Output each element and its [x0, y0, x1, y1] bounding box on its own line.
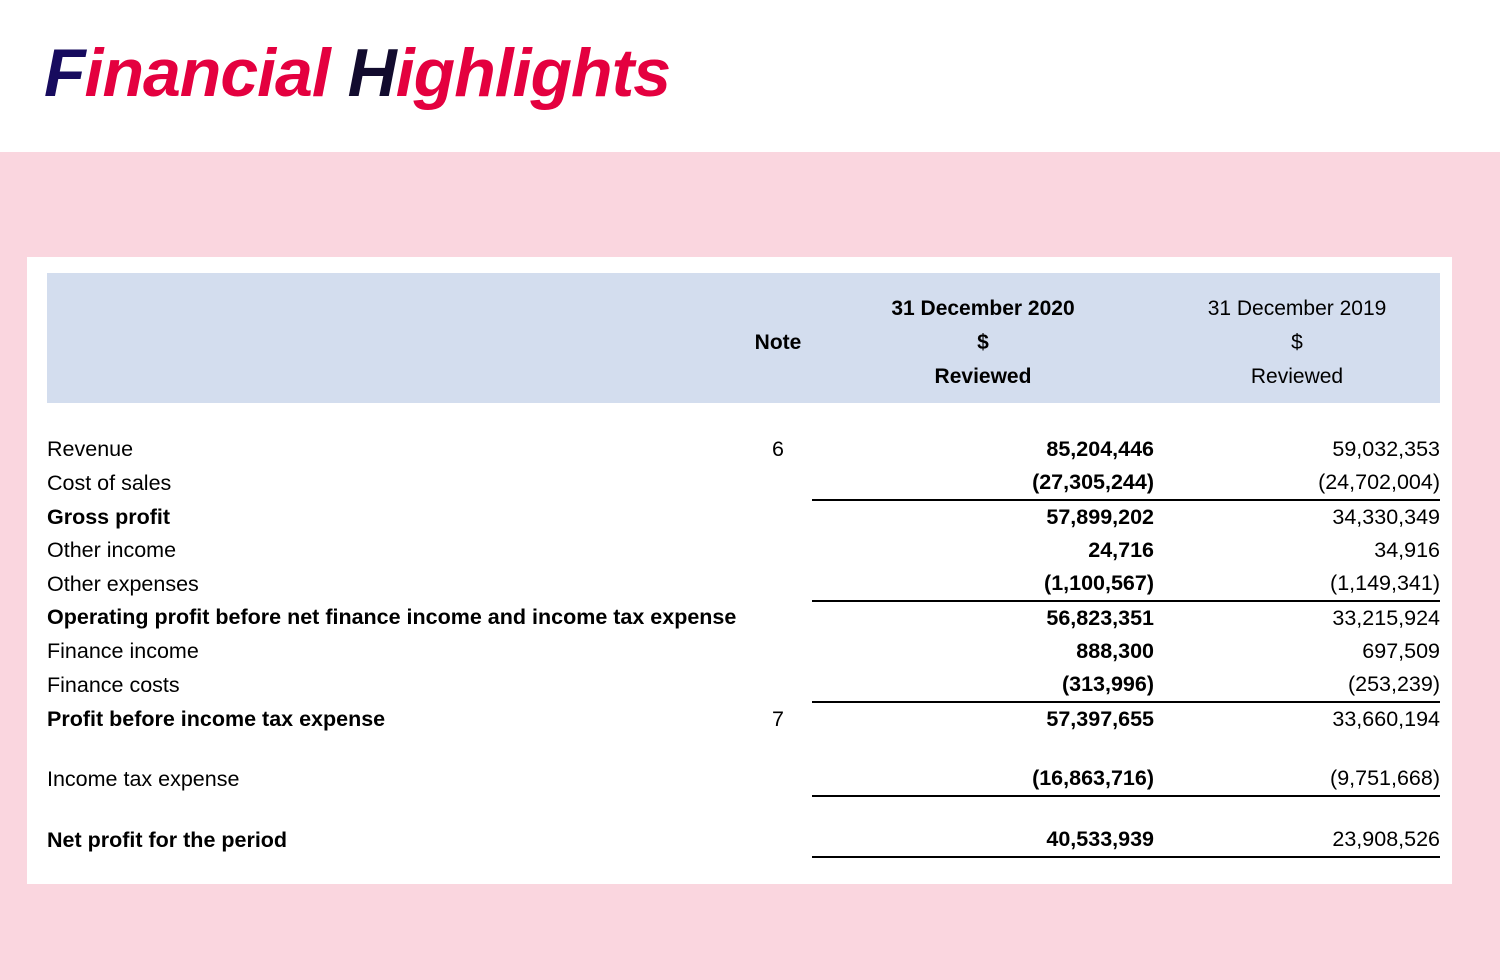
row-value-2019: (24,702,004) [1318, 470, 1440, 494]
header-date-2019: 31 December 2019 [1154, 273, 1440, 321]
title-band [0, 0, 1500, 152]
row-value-2020: 85,204,446 [1046, 437, 1154, 461]
row-value-2019: 33,215,924 [1332, 606, 1440, 630]
row-label: Net profit for the period [47, 827, 288, 852]
row-value-2020: (1,100,567) [812, 567, 1154, 601]
gap2-cell-b [744, 796, 812, 823]
row-value-2020: 56,823,351 [1046, 606, 1154, 630]
table-row [47, 635, 1440, 668]
row-value-2020: 57,899,202 [812, 500, 1154, 534]
header-row-dates [47, 273, 1440, 321]
header-note-blank-2 [744, 355, 812, 403]
row-note: 6 [772, 437, 784, 461]
row-label: Revenue [47, 437, 134, 461]
row-note: 7 [772, 706, 784, 731]
row-value-2019: 23,908,526 [1154, 823, 1440, 857]
header-row-currency [47, 321, 1440, 355]
row-label: Income tax expense [47, 766, 240, 791]
row-value-2020: 57,397,655 [812, 702, 1154, 736]
table-header [47, 273, 1440, 403]
financial-table-card [27, 257, 1452, 884]
page-title-letter-h: H [347, 35, 396, 111]
table-row [47, 567, 1440, 601]
row-label: Finance income [47, 639, 199, 663]
gap2-cell-a [47, 796, 744, 823]
row-value-2020: 24,716 [1088, 538, 1154, 562]
header-label-blank-3 [47, 355, 744, 403]
gap-cell-c [812, 736, 1154, 762]
header-status-2020: Reviewed [812, 355, 1154, 403]
row-value-2020: (313,996) [1061, 672, 1154, 696]
header-note-blank [744, 273, 812, 321]
row-value-2020: 888,300 [1076, 639, 1154, 663]
gap-cell-b [744, 736, 812, 762]
row-note [744, 823, 812, 857]
row-note [744, 567, 812, 601]
row-note [744, 668, 812, 702]
row-gap [47, 736, 1440, 762]
row-value-2019: (253,239) [1347, 672, 1440, 696]
row-value-2019: 34,916 [1374, 538, 1440, 562]
table-body [47, 403, 1440, 857]
row-label: Cost of sales [47, 470, 172, 495]
header-currency-2020: $ [812, 321, 1154, 355]
header-label-blank-2 [47, 321, 744, 355]
header-date-2020: 31 December 2020 [812, 273, 1154, 321]
row-value-2019: 34,330,349 [1154, 500, 1440, 534]
table-row-total [47, 823, 1440, 857]
row-note [744, 601, 812, 635]
table-row [47, 534, 1440, 567]
row-value-2019: 59,032,353 [1332, 437, 1440, 461]
row-value-2020: 40,533,939 [812, 823, 1154, 857]
row-note [744, 635, 812, 668]
gap2-cell-c [812, 796, 1154, 823]
header-currency-2019: $ [1154, 321, 1440, 355]
income-statement-table [47, 273, 1440, 858]
row-note [744, 534, 812, 567]
page-title [44, 35, 671, 111]
table-row [47, 433, 1440, 466]
page-title-text-inancial: inancial [84, 35, 348, 111]
table-row [47, 466, 1440, 500]
table-row-subtotal [47, 500, 1440, 534]
row-value-2019: 697,509 [1362, 639, 1440, 663]
page-title-letter-f: F [44, 35, 85, 111]
row-value-2020: (16,863,716) [812, 762, 1154, 796]
row-value-2019: (9,751,668) [1154, 762, 1440, 796]
row-note [744, 466, 812, 500]
gap-cell-a [47, 736, 744, 762]
header-body-spacer [47, 403, 1440, 433]
table-row-subtotal [47, 702, 1440, 736]
row-label: Finance costs [47, 672, 180, 697]
header-note-label: Note [744, 321, 812, 355]
spacer-cell-c [812, 403, 1154, 433]
row-label: Operating profit before net finance income and income tax expense [47, 605, 737, 629]
row-value-2020: (27,305,244) [1032, 470, 1154, 494]
gap2-cell-d [1154, 796, 1440, 823]
row-value-2019: (1,149,341) [1154, 567, 1440, 601]
row-label: Gross profit [47, 504, 171, 529]
table-row [47, 762, 1440, 796]
row-note [744, 500, 812, 534]
header-status-2019: Reviewed [1154, 355, 1440, 403]
spacer-cell-a [47, 403, 744, 433]
header-label-blank [47, 273, 744, 321]
page-title-text-ighlights: ighlights [395, 35, 671, 111]
spacer-cell-d [1154, 403, 1440, 433]
row-note [744, 762, 812, 796]
row-value-2019: 33,660,194 [1154, 702, 1440, 736]
row-label: Profit before income tax expense [47, 706, 386, 731]
row-gap [47, 796, 1440, 823]
table-row-subtotal [47, 601, 1440, 635]
header-row-status [47, 355, 1440, 403]
row-label: Other income [47, 538, 177, 562]
gap-cell-d [1154, 736, 1440, 762]
table-row [47, 668, 1440, 702]
row-label: Other expenses [47, 571, 199, 596]
spacer-cell-b [744, 403, 812, 433]
